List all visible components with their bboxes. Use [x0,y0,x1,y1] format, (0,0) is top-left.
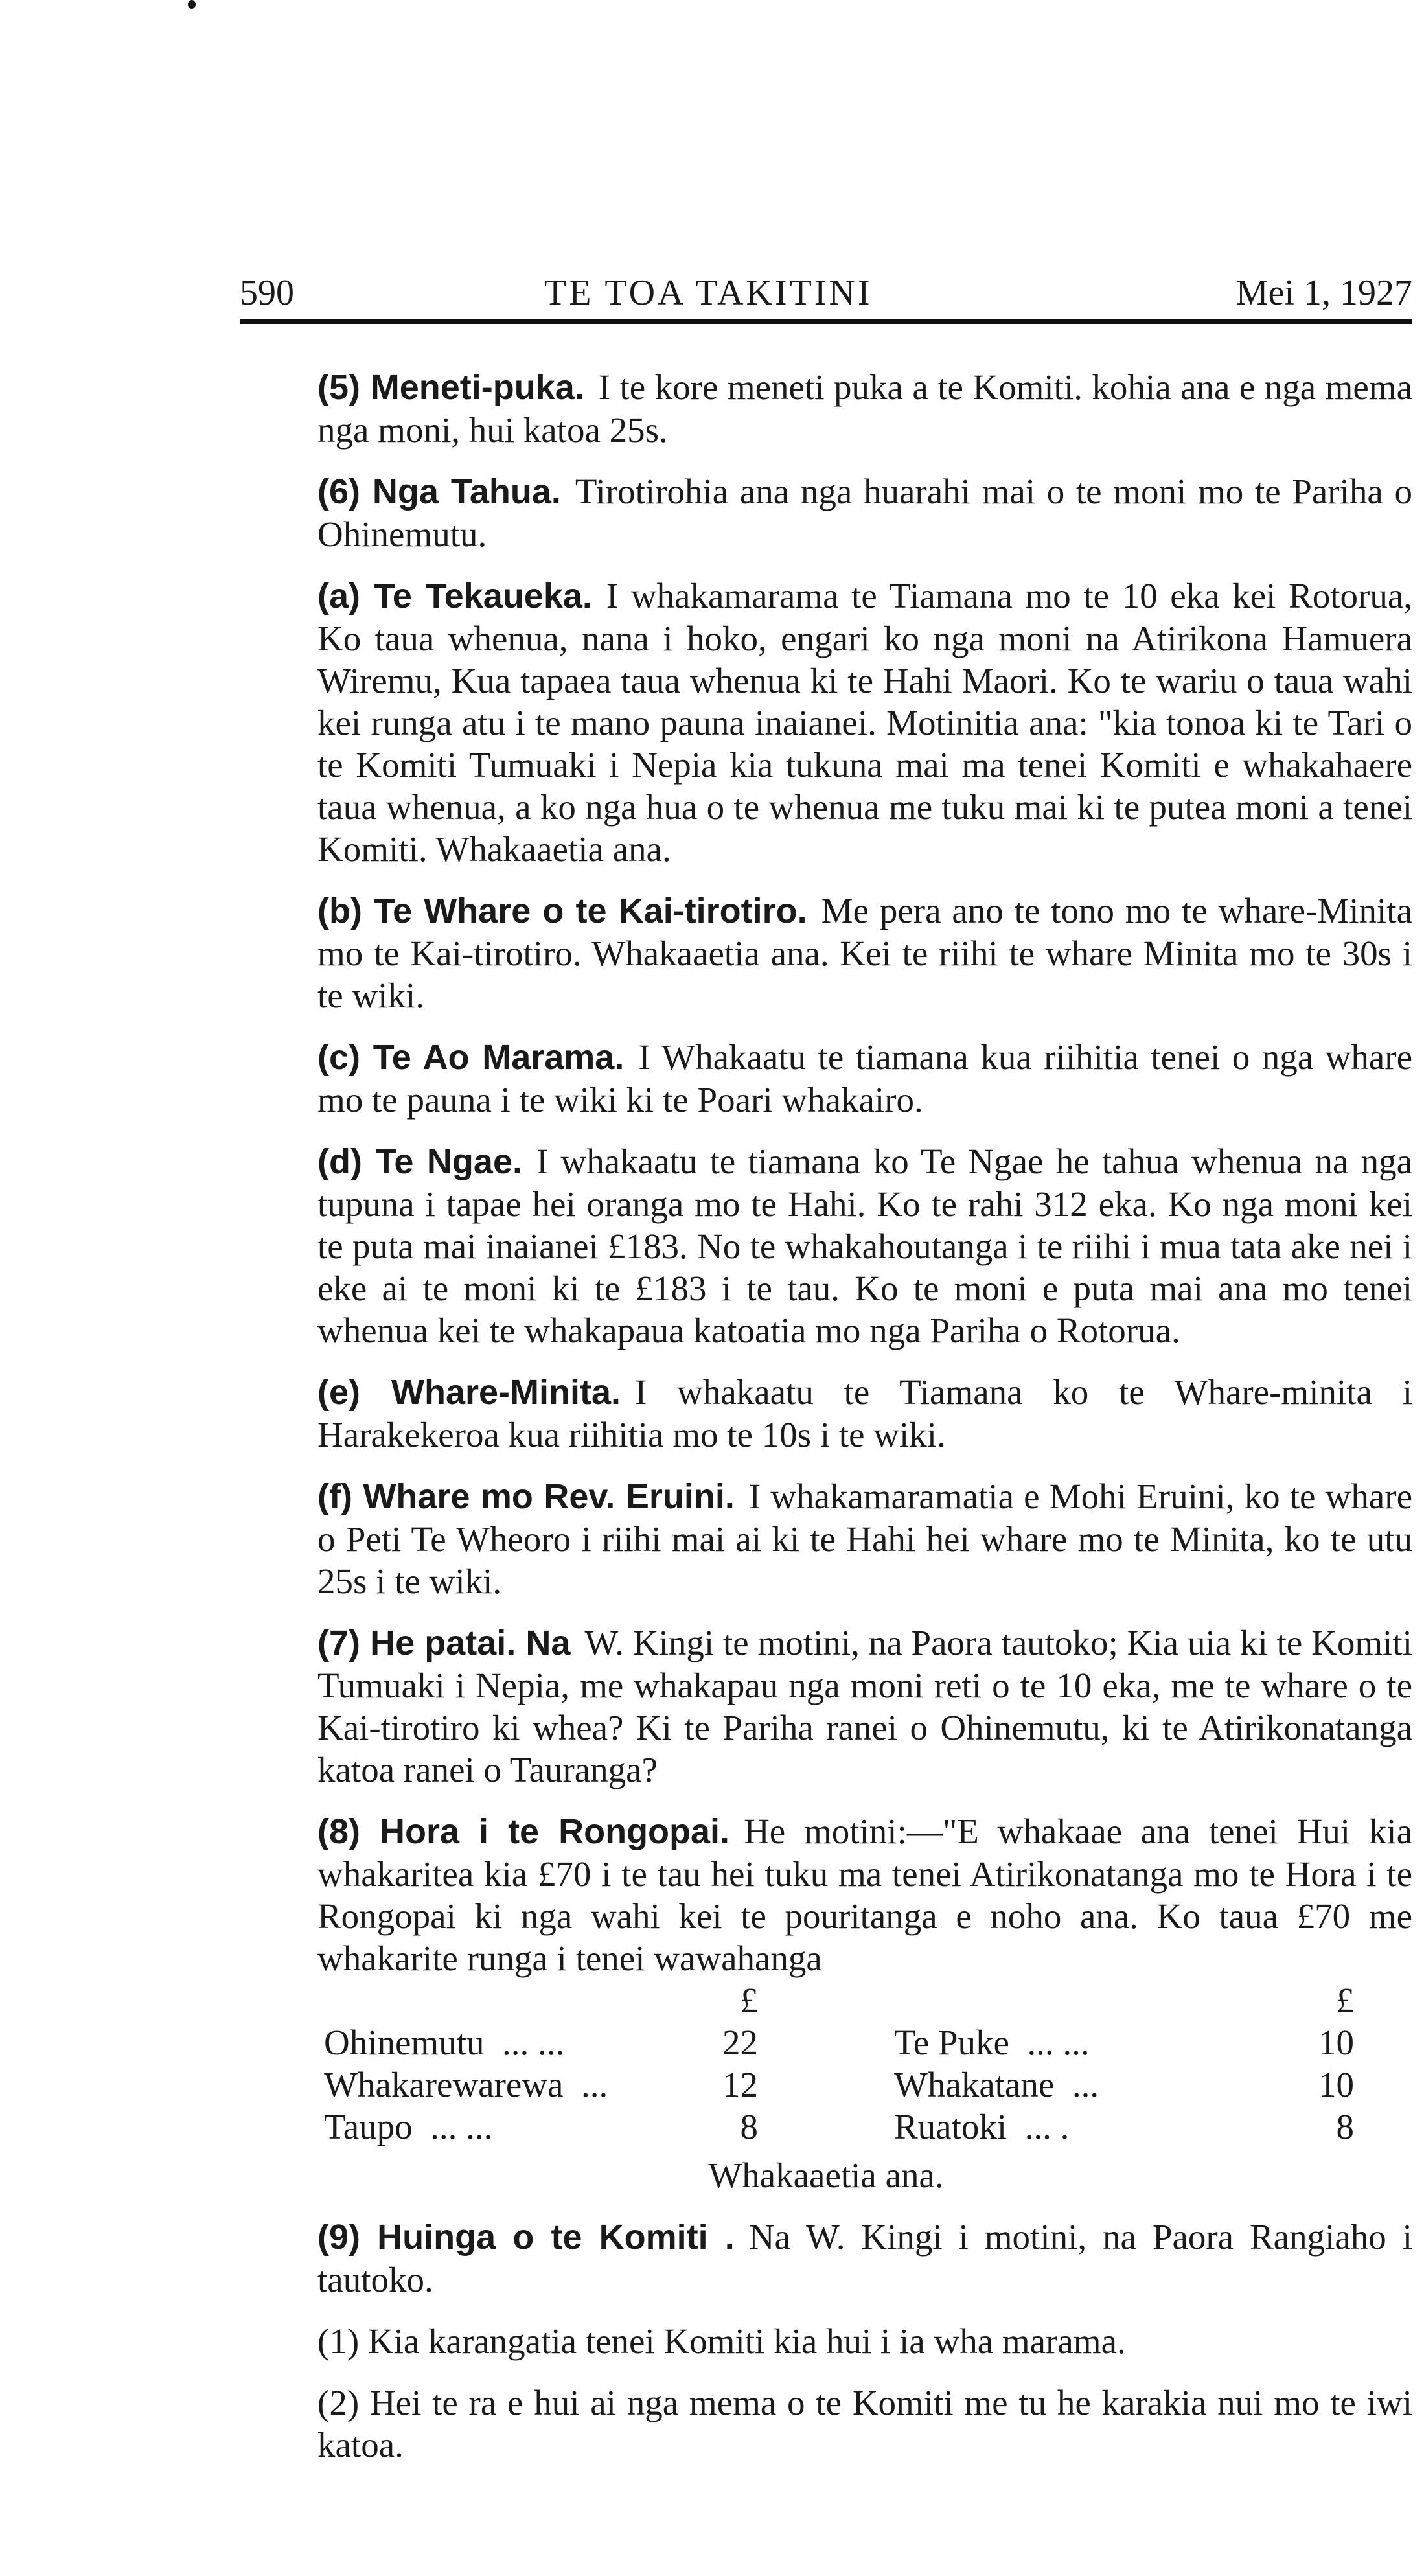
page-header [240,273,1412,312]
section-text: Na W. Kingi i motini, na Paora Rangiaho i tautoko. [317,2217,1412,2299]
currency-symbol-right: £ [1336,1981,1354,2020]
amount: 12 [722,2065,758,2104]
section-6 [240,470,1412,555]
section-text: I whakamarama te Tiamana mo te 10 eka kei Rotorua, Ko taua whenua, nana i hoko, engari ko nga moni na Atirikona Hamuera Wiremu, Kua tapaea taua whenua ki te Hahi Maori. Ko te wariu o taua wahi kei runga atu i te mano pauna inaianei. Motinitia ana: "kia tonoa ki te Tari o te Komiti Tumuaki i Nepia kia tukuna mai ma tenei Komiti e whakahaere taua whenua, a ko nga hua o te whenua me tuku mai ki te putea moni a tenei Komiti. Whakaaetia ana. [317,576,1413,869]
section-text: I te kore meneti puka a te Komiti. kohia ana e nga mema nga moni, hui katoa 25s. [317,367,1412,450]
leader-dots: ... ... [501,2023,565,2062]
page-number: 590 [240,273,294,313]
place-name: Taupo [324,2107,413,2146]
section-8 [240,1810,1412,1979]
section-6c [240,1036,1412,1121]
table-row [240,2021,1412,2064]
section-heading: (e) Whare-Minita. [317,1373,621,1412]
section-text: I Whakaatu te tiamana kua riihitia tenei o nga whare mo te pauna i te wiki ki te Poari whakairo. [317,1037,1413,1120]
allocation-table [240,1979,1412,2148]
place-name: Whakatane [894,2065,1055,2104]
amount: 8 [1336,2107,1354,2146]
section-text: He motini:—"E whakaae ana tenei Hui kia whakaritea kia £70 i te tau hei tuku ma tenei Atirikonatanga mo te Hora i te Rongopai ki nga wahi kei te pouritanga e noho ana. Ko taua £70 me whakarite runga i tenei wawahanga [317,1811,1412,1978]
table-currency-row [240,1979,1412,2021]
section-heading: (a) Te Tekaueka. [317,577,592,615]
leader-dots: ... . [1024,2107,1070,2146]
leader-dots: ... [1072,2065,1099,2104]
section-text: I whakaatu te Tiamana ko te Whare-minita i Harakekeroa kua riihitia mo te 10s i te wiki. [317,1372,1412,1455]
section-6d [240,1140,1412,1351]
section-7 [240,1622,1412,1791]
list-item: (1) Kia karangatia tenei Komiti kia hui i ia wha marama. [317,2321,1126,2361]
publication-title: TE TOA TAKITINI [544,273,873,313]
section-text: I whakaatu te tiamana ko Te Ngae he tahua whenua na nga tupuna i tapae hei oranga mo te Hahi. Ko te rahi 312 eka. Ko nga moni kei te puta mai inaianei £183. No te whakahoutanga i te riihi i mua tata ake nei i eke ai te moni ki te £183 i te tau. Ko te moni e puta mai ana mo tenei whenua kei te whakapaua katoatia mo nga Pariha o Rotorua. [317,1142,1413,1350]
document-page [240,0,1412,2576]
section-heading: (b) Te Whare o te Kai-tirotiro. [317,891,807,930]
place-name: Ohinemutu [324,2023,485,2062]
ink-speck [188,0,196,9]
section-text: Me pera ano te tono mo te whare-Minita mo te Kai-tirotiro. Whakaaetia ana. Kei te riihi te whare Minita mo te 30s i te wiki. [317,891,1412,1015]
section-5 [240,366,1412,451]
section-text: Tirotirohia ana nga huarahi mai o te moni mo te Pariha o Ohinemutu. [317,472,1412,554]
section-9 [240,2216,1412,2301]
section-heading: (5) Meneti-puka. [317,368,584,407]
leader-dots: ... [580,2065,608,2104]
section-heading: (f) Whare mo Rev. Eruini. [317,1477,735,1516]
place-name: Ruatoki [894,2107,1007,2146]
section-text: W. Kingi te motini, na Paora tautoko; Kia uia ki te Komiti Tumuaki i Nepia, me whakapau nga moni reti o te 10 eka, me te whare o te Kai-tirotiro ki whea? Ki te Pariha ranei o Ohinemutu, ki te Atirikonatanga katoa ranei o Tauranga? [317,1623,1412,1789]
section-heading: (c) Te Ao Marama. [317,1038,625,1077]
section-6a [240,575,1412,870]
table-row [240,2106,1412,2148]
leader-dots: ... ... [1027,2023,1090,2062]
amount: 10 [1318,2023,1354,2062]
list-item: (2) Hei te ra e hui ai nga mema o te Komiti me tu he karakia nui mo te iwi katoa. [317,2383,1412,2465]
section-6e [240,1371,1412,1456]
section-heading: (7) He patai. Na [317,1624,571,1662]
section-heading: (8) Hora i te Rongopai. [317,1812,730,1851]
section-heading: (d) Te Ngae. [317,1142,522,1181]
header-rule [240,319,1412,324]
amount: 22 [722,2023,758,2062]
table-row [240,2064,1412,2106]
section-heading: (6) Nga Tahua. [317,472,561,511]
issue-date: Mei 1, 1927 [1235,273,1412,313]
section-text: I whakamaramatia e Mohi Eruini, ko te whare o Peti Te Wheoro i riihi mai ai ki te Hahi hei whare mo te Minita, ko te utu 25s i te wiki. [317,1477,1413,1601]
section-6f [240,1475,1412,1602]
amount: 8 [740,2107,758,2146]
leader-dots: ... ... [430,2107,493,2146]
place-name: Whakarewarewa [324,2065,564,2104]
document-body [240,366,1412,2485]
amount: 10 [1318,2065,1354,2104]
place-name: Te Puke [894,2023,1009,2062]
section-heading: (9) Huinga o te Komiti . [317,2218,735,2257]
motion-result: Whakaaetia ana. [708,2156,944,2195]
section-6b [240,890,1412,1017]
currency-symbol-left: £ [740,1981,758,2020]
